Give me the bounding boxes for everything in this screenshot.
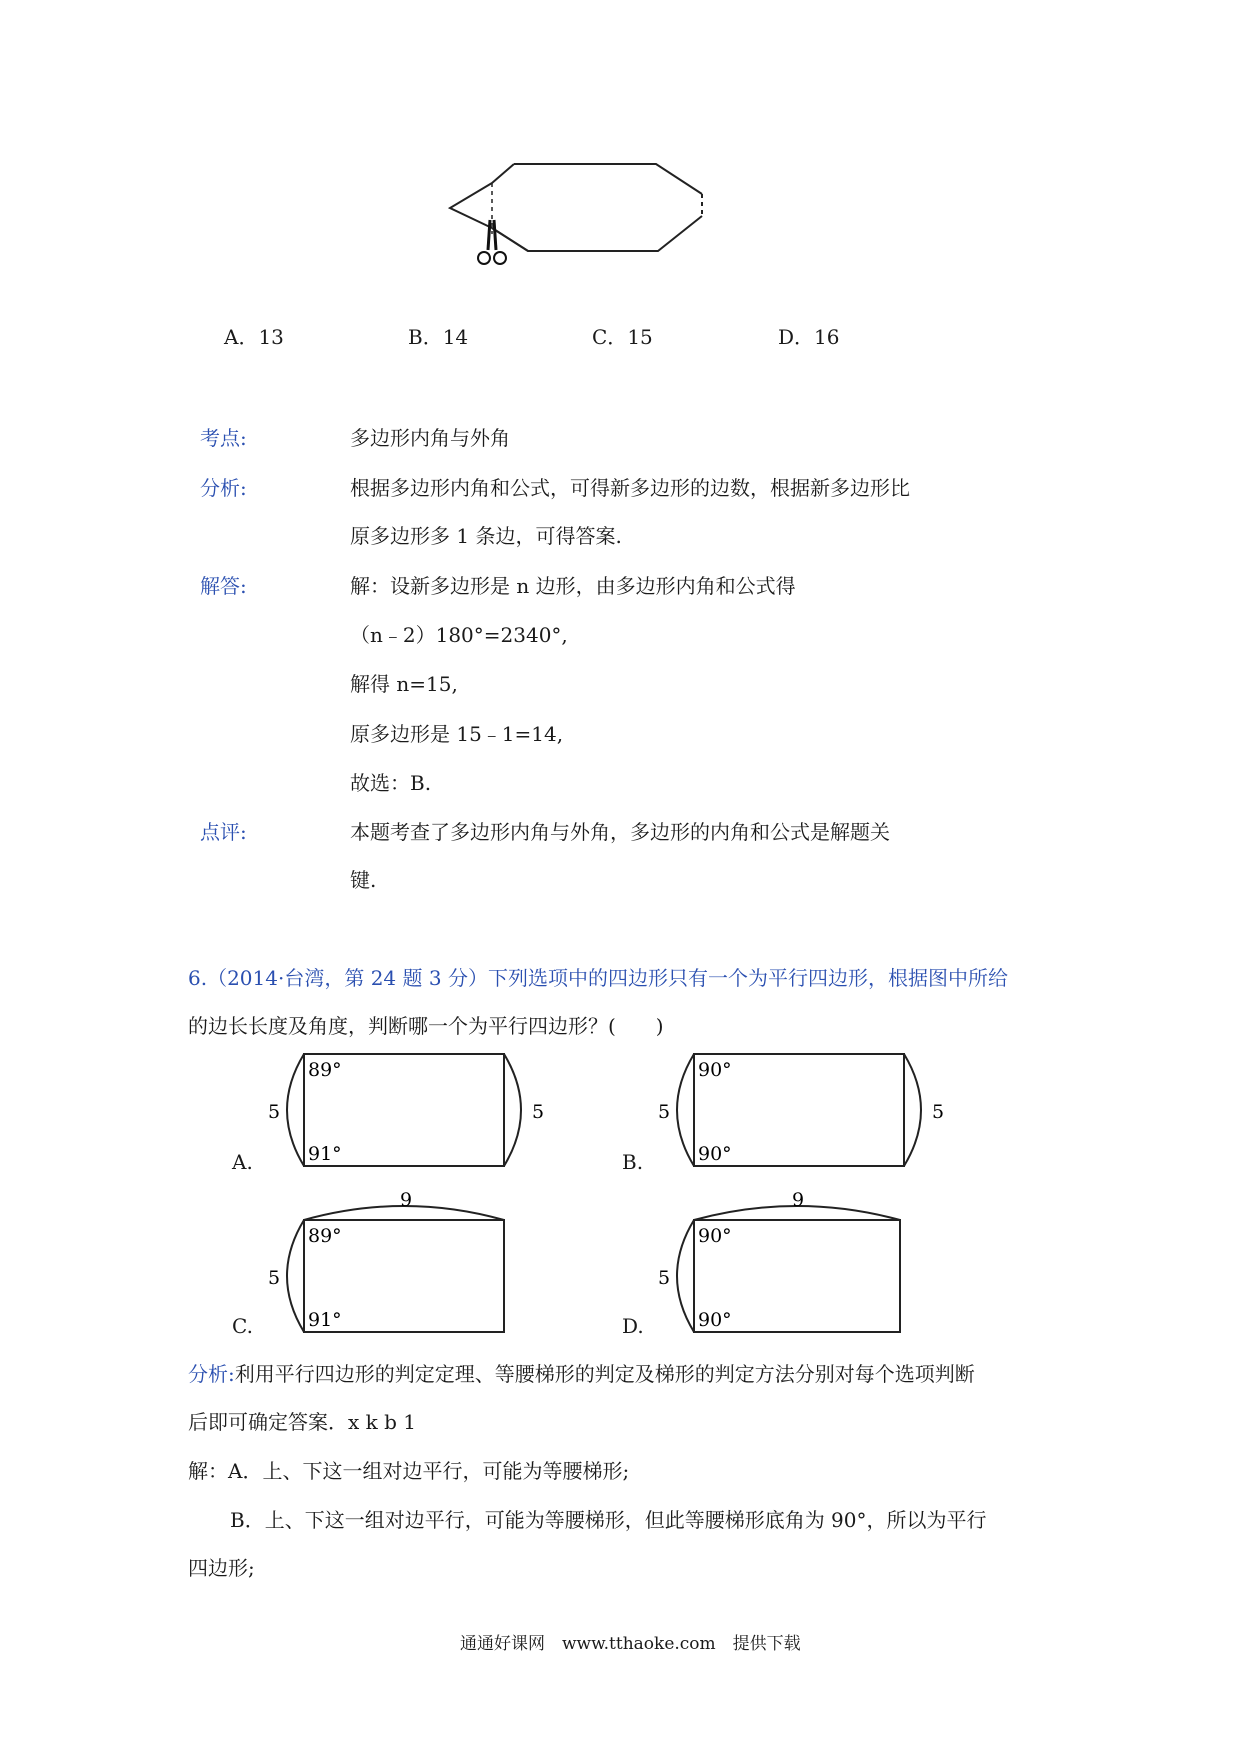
fig-a-letter: A. xyxy=(232,1150,253,1174)
dianping-label: 点评: xyxy=(200,820,247,844)
q6-line-2: 的边长长度及角度，判断哪一个为平行四边形？( ) xyxy=(188,1014,664,1038)
fig-c-letter: C. xyxy=(232,1314,253,1338)
option-d: D．16 xyxy=(778,325,840,349)
fig-d-bottom-angle: 90° xyxy=(698,1309,732,1331)
fig-c-bottom-angle: 91° xyxy=(308,1309,342,1331)
fig-b-top-angle: 90° xyxy=(698,1059,732,1081)
figure-b xyxy=(640,1052,960,1172)
fenxi-line-2: 原多边形多 1 条边，可得答案. xyxy=(350,524,622,548)
jieda-line-5: 故选：B. xyxy=(350,771,432,795)
option-c: C．15 xyxy=(592,325,653,349)
figure-c xyxy=(250,1188,530,1338)
fig-b-letter: B. xyxy=(622,1150,644,1174)
fig-c-top-side: 9 xyxy=(400,1189,413,1211)
jieda-line-4: 原多边形是 15﹣1=14, xyxy=(350,722,564,746)
page-footer: 通通好课网 www.tthaoke.com 提供下载 xyxy=(460,1634,801,1654)
analysis-6-b-line-2: 四边形; xyxy=(188,1556,255,1580)
jieda-line-2: （n﹣2）180°=2340°, xyxy=(350,623,568,647)
fig-b-left-side: 5 xyxy=(658,1101,671,1123)
figure-d xyxy=(640,1188,920,1338)
fig-d-letter: D. xyxy=(622,1314,644,1338)
fig-d-top-angle: 90° xyxy=(698,1225,732,1247)
dianping-line-1: 本题考查了多边形内角与外角，多边形的内角和公式是解题关 xyxy=(350,820,890,844)
fig-c-top-angle: 89° xyxy=(308,1225,342,1247)
fig-b-right-side: 5 xyxy=(932,1101,945,1123)
fig-c-left-side: 5 xyxy=(268,1267,281,1289)
fig-d-left-side: 5 xyxy=(658,1267,671,1289)
fenxi-line-1: 根据多边形内角和公式，可得新多边形的边数，根据新多边形比 xyxy=(350,476,910,500)
figure-a xyxy=(250,1052,550,1172)
polygon-cut-figure xyxy=(440,150,760,310)
fig-d-top-side: 9 xyxy=(792,1189,805,1211)
fenxi-label: 分析: xyxy=(200,476,247,500)
option-b: B．14 xyxy=(408,325,469,349)
q6-line-1: 6.（2014·台湾，第 24 题 3 分）下列选项中的四边形只有一个为平行四边形，根据图中所给 xyxy=(188,966,1008,990)
jieda-line-3: 解得 n=15, xyxy=(350,672,458,696)
analysis-6-jie-line: 解：A．上、下这一组对边平行，可能为等腰梯形; xyxy=(188,1459,630,1483)
dianping-line-2: 键. xyxy=(350,868,377,892)
fig-a-bottom-angle: 91° xyxy=(308,1143,342,1165)
fig-a-right-side: 5 xyxy=(532,1101,545,1123)
analysis-6-line-2: 后即可确定答案．x k b 1 xyxy=(188,1410,416,1434)
fig-a-left-side: 5 xyxy=(268,1101,281,1123)
kaodian-text: 多边形内角与外角 xyxy=(350,426,510,450)
analysis-6-line-1: 分析:利用平行四边形的判定定理、等腰梯形的判定及梯形的判定方法分别对每个选项判断 xyxy=(188,1362,975,1386)
analysis-6-b-line-1: B．上、下这一组对边平行，可能为等腰梯形，但此等腰梯形底角为 90°，所以为平行 xyxy=(230,1508,987,1532)
jieda-line-1: 解：设新多边形是 n 边形，由多边形内角和公式得 xyxy=(350,574,796,598)
kaodian-label: 考点: xyxy=(200,426,247,450)
jieda-label: 解答: xyxy=(200,574,247,598)
fig-b-bottom-angle: 90° xyxy=(698,1143,732,1165)
fig-a-top-angle: 89° xyxy=(308,1059,342,1081)
option-a: A．13 xyxy=(224,325,284,349)
